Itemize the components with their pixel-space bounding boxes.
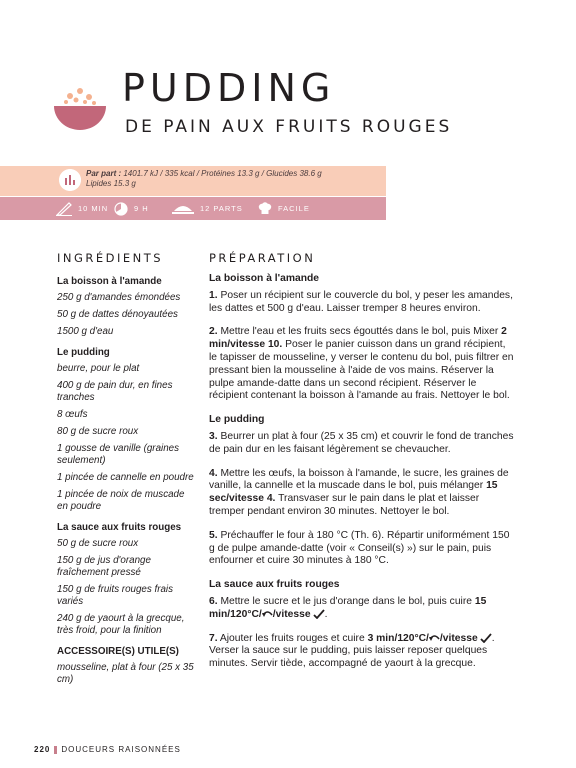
ingredient-item: 150 g de fruits rouges frais variés (57, 584, 173, 607)
servings (172, 200, 243, 217)
ingredient-item: 1 pincée de cannelle en poudre (57, 472, 194, 483)
step-setting: 2 min/vitesse 10. (209, 326, 507, 351)
ingredient-item: 1 pincée de noix de muscade en poudre (57, 489, 185, 512)
ingredient-item: 240 g de yaourt à la grecque, très froid, pour la finition (57, 613, 185, 636)
servings-value: 12 PARTS (200, 204, 243, 213)
preparation-heading: PRÉPARATION (209, 251, 316, 265)
chapter-name: DOUCEURS RAISONNÉES (61, 745, 181, 754)
preparation-steps (209, 273, 515, 682)
knife-icon (56, 202, 72, 216)
ingredient-item: 150 g de jus d'orange fraîchement pressé (57, 555, 151, 578)
ingredients-list (57, 276, 197, 691)
step-text: Ajouter les fruits rouges et cuire (219, 632, 365, 644)
ingredient-section: La boisson à l'amande (57, 276, 162, 287)
ingredient-section: Le pudding (57, 347, 110, 358)
ingredient-item: beurre, pour le plat (57, 363, 140, 374)
prep-step-7 (209, 633, 515, 671)
spoon-icon (480, 633, 492, 643)
step-text: Préchauffer le four à 180 °C (Th. 6). Répartir uniformément 150 g de pulpe amande-datte (voir « Conseil(s) ») sur le pain, puis enfourner et cuire 30 minutes à 180 °C. (209, 529, 510, 567)
step-setting: /vitesse (272, 608, 311, 620)
ingredient-section: La sauce aux fruits rouges (57, 522, 182, 533)
step-number: 2. (209, 326, 218, 338)
chef-hat-icon (258, 202, 272, 216)
step-number: 7. (209, 632, 218, 644)
total-time-value: 9 H (134, 204, 149, 213)
prep-time-value: 10 MIN (78, 204, 109, 213)
dish-icon (172, 203, 194, 215)
step-number: 6. (209, 595, 218, 607)
recipe-title: PUDDING (122, 66, 336, 110)
step-setting: 15 sec/vitesse 4. (209, 480, 498, 505)
step-number: 1. (209, 289, 218, 301)
prep-time (56, 200, 108, 217)
step-text: Mettre les œufs, la boisson à l'amande, le sucre, les graines de vanille, la cannelle et la muscade dans le bol, puis mélanger (209, 467, 509, 492)
prep-step-3 (209, 431, 515, 457)
ingredient-item: 250 g d'amandes émondées (57, 292, 181, 303)
ingredient-item: 8 œufs (57, 409, 88, 420)
step-text: . Verser la sauce sur le pudding, puis laisser reposer quelques minutes. Servir tiède, accompagné de yaourt à la grecque. (209, 632, 495, 670)
ingredient-item: 1500 g d'eau (57, 326, 114, 337)
prep-step-5 (209, 530, 515, 568)
ingredient-item: 80 g de sucre roux (57, 426, 139, 437)
page-number: 220 (34, 745, 51, 754)
step-text: Transvaser sur le pain dans le plat et laisser tremper pendant environ 30 minutes. Nettoyer le bol. (209, 493, 480, 517)
ingredient-item: 400 g de pain dur, en fines tranches (57, 380, 173, 403)
prep-section: La boisson à l'amande (209, 273, 320, 284)
prep-step-2 (209, 326, 515, 403)
nutrition-values: 1401.7 kJ / 335 kcal / Protéines 13.3 g / Glucides 38.6 g (123, 169, 322, 178)
prep-section: La sauce aux fruits rouges (209, 579, 340, 591)
pudding-bowl-icon (52, 82, 108, 138)
step-number: 3. (209, 430, 218, 442)
step-number: 4. (209, 467, 218, 479)
prep-step-4 (209, 468, 515, 519)
step-text: Poser le panier cuisson dans un grand récipient, le tapisser de mousseline, y verser le contenu du bol, puis filtrer en pressant bien la mousseline à l'aide de vos mains. Réserver la pulpe amande-datte dans un second récipient. Réserver le récipient contenant la boisson à l'amande au frais. Nettoyer le bol. (209, 339, 514, 402)
step-text: Mettre l'eau et les fruits secs égouttés dans le bol, puis Mixer (220, 326, 499, 338)
prep-step-6 (209, 596, 515, 622)
ingredients-heading: INGRÉDIENTS (57, 251, 164, 265)
accessory-item: mousseline, plat à four (25 x 35 cm) (57, 662, 194, 685)
page-footer (34, 745, 181, 754)
nutrition-label: Par part : (86, 169, 122, 178)
ingredient-item: 50 g de sucre roux (57, 538, 139, 549)
nutrition-chart-icon (59, 169, 81, 191)
footer-marker (54, 746, 57, 754)
step-setting: /vitesse (439, 632, 478, 644)
step-text: Poser un récipient sur le couvercle du bol, y peser les amandes, les dattes et 500 g d'eau. Laisser tremper 8 heures environ. (209, 289, 513, 314)
step-setting: 15 min/120°C/ (209, 595, 487, 620)
recipe-subtitle: DE PAIN AUX FRUITS ROUGES (125, 117, 453, 137)
total-time (114, 200, 149, 217)
ingredient-item: 1 gousse de vanille (graines seulement) (57, 443, 179, 466)
prep-section: Le pudding (209, 414, 265, 426)
prep-step-1 (209, 290, 515, 316)
step-text: . (324, 608, 328, 620)
difficulty-value: FACILE (278, 204, 310, 213)
reverse-icon (262, 610, 273, 618)
step-text: Mettre le sucre et le jus d'orange dans le bol, puis cuire (220, 595, 472, 607)
accessories-heading: ACCESSOIRE(S) UTILE(S) (57, 646, 179, 657)
nutrition-info (86, 169, 376, 189)
reverse-icon (429, 634, 440, 642)
spoon-icon (313, 609, 325, 619)
step-setting: 3 min/120°C/ (367, 632, 429, 644)
nutrition-values-2: Lipides 15.3 g (86, 179, 136, 188)
difficulty (258, 200, 310, 217)
step-text: Beurrer un plat à four (25 x 35 cm) et couvrir le fond de tranches de pain dur en les faisant légèrement se chevaucher. (209, 430, 514, 455)
clock-icon (114, 202, 128, 216)
step-number: 5. (209, 529, 218, 541)
ingredient-item: 50 g de dattes dénoyautées (57, 309, 178, 320)
